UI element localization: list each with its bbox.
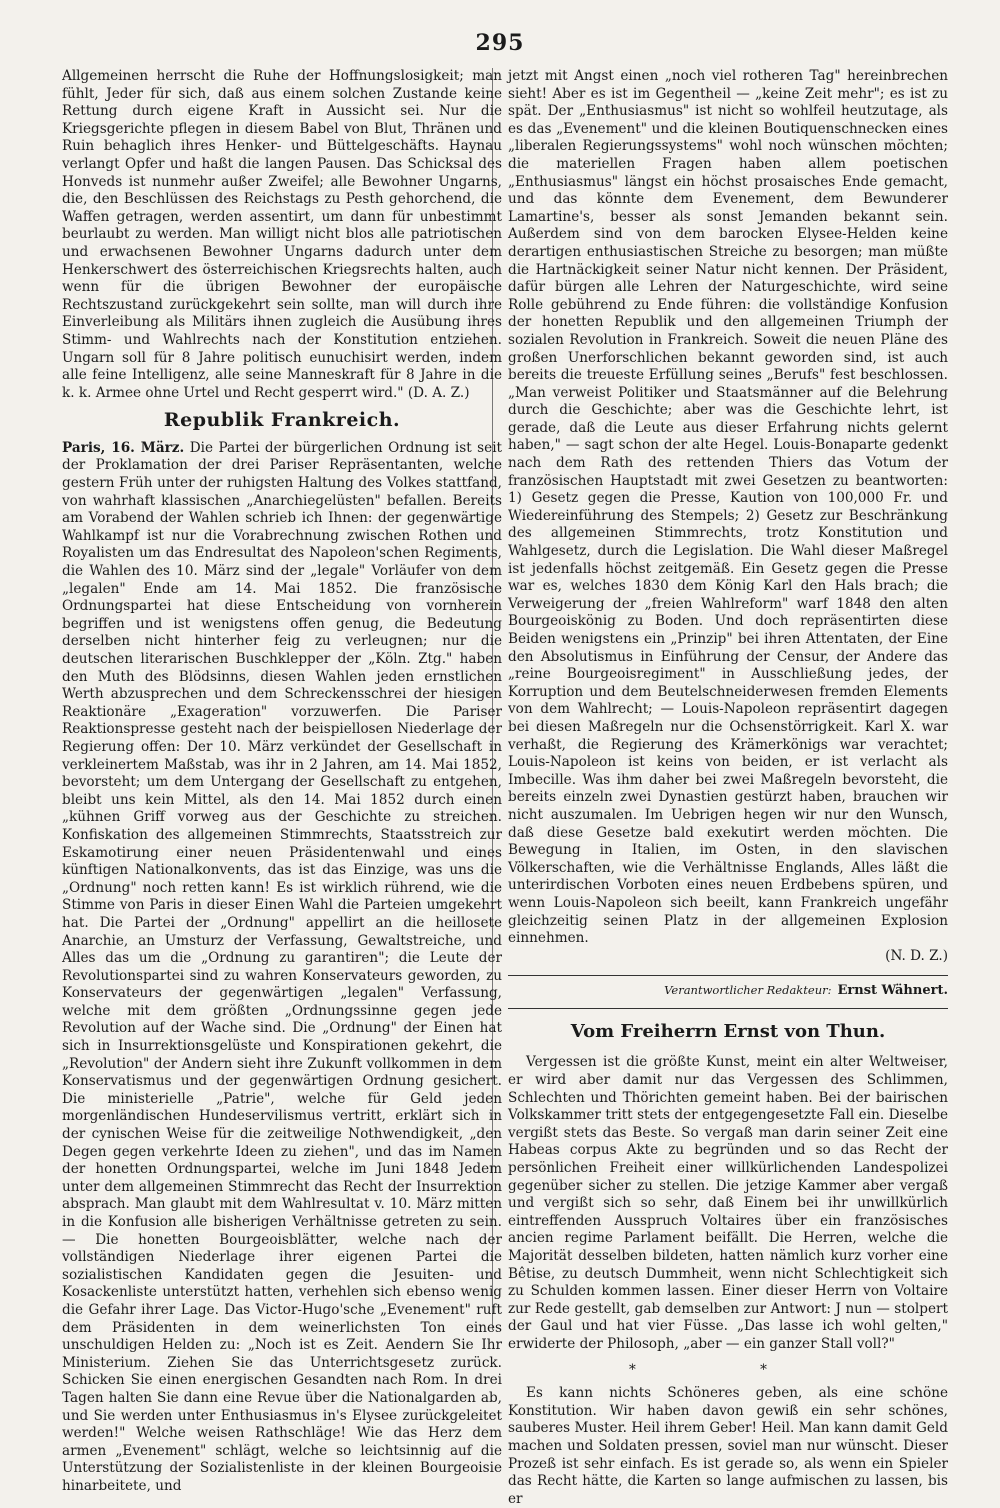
section-heading-republik-frankreich: Republik Frankreich. [163,409,401,432]
paris-report-text: Die Partei der bürgerlichen Ordnung ist seit der Proklamation der drei Pariser Repräsentanten, welche gestern Früh unter der ruhigsten Haltung des Volkes stattfand, von wahrhaft klassischen „Anarchiegelüsten" befallen. Bereits am Vorabend der Wahlen schrieb ich Ihnen: der gegenwärtige Wahlkampf ist nur die Vorabrechnung zwischen Rothen und Royalisten um das Endresultat des Napoleon'schen Regiments, die Wahlen des 10. März sind der „legale" Vorläufer von dem „legalen" Ende am 14. Mai 1852. Die französische Ordnungspartei hat diese Entscheidung von vornherein begriffen und ist wenigstens offen genug, die Bedeutung derselben nicht hinterher feig zu verleugnen; nur die deutschen literarischen Buschklepper der „Köln. Ztg." haben den Muth des Blödsinns, diesen Wahlen jeden ernstlichen Werth abzusprechen und dem Schreckensschrei der hiesigen Reaktionäre „Exageration" vorzuwerfen. Die Pariser Reaktionspresse gesteht nach der beispiellosen Niederlage der Regierung offen: Der 10. März verkündet der Gesellschaft in verkleinertem Maßstab, was ihr in 2 Jahren, am 14. Mai 1852, bevorsteht; um dem Untergang der Gesellschaft zu entgehen, bleibt uns kein Mittel, als den 14. Mai 1852 durch einen „kühnen Griff vorweg aus der Geschichte zu streichen. Konfiskation des allgemeinen Stimmrechts, Staatsstreich zur Eskamotirung einer neuen Präsidentenwahl und eines künftigen Nationalkonvents, das ist das Einzige, was uns die „Ordnung" noch retten kann! Es ist wirklich rührend, wie die Stimme von Paris in dieser Einen Wahl die Parteien umgekehrt hat. Die Partei der „Ordnung" appellirt an die heillosete Anarchie, an Umsturz der Verfassung, Gewaltstreiche, und Alles das um die „Ordnung zu garantiren"; die Leute der Revolutionspartei sind zu wahren Konservateurs geworden, zu Konservateurs der gegenwärtigen „legalen" Verfassung, welche mit dem größten „Ordnungssinne gegen jede Revolution auf der Wache sind. Die „Ordnung" der Einen hat sich in Insurrektionsgelüste und Konspirationen gekehrt, die „Revolution" der Andern sieht ihre Zukunft vollkommen in dem Konservatismus und der gegenwärtigen Ordnung gesichert. Die ministerielle „Patrie", welche für Geld jeden morgenländischen Hundeservilismus vertritt, erklärt sich in der cynischen Weise für die zeitweilige Nothwendigkeit, „den Degen gegen verkehrte Ideen zu ziehen", und das im Namen der honetten Ordnungspartei, welche im Juni 1848 Jedem unter dem allgemeinen Stimmrecht das Recht der Insurrektion absprach. Man glaubt mit dem Wahlresultat v. 10. März mitten in die Konfusion alle bisherigen Verhältnisse getreten zu sein. — Die honetten Bourgeoisblätter, welche nach der vollständigen Niederlage ihrer eigenen Partei die sozialistischen Kandidaten gegen die Jesuiten- und Kosackenliste unterstützt hatten, verhehlen sich ebenso wenig die Gefahr ihrer Lage. Das Victor-Hugo'sche „Evenement" ruft dem Präsidenten in dem weinerlichsten Ton eines unschuldigen Helden zu: „Noch ist es Zeit. Aendern Sie Ihr Ministerium. Ziehen Sie das Unterrichtsgesetz zurück. Schicken Sie einen energischen Gesandten nach Rom. In drei Tagen halten Sie dann eine Revue über die Nationalgarden ab, und Sie werden unter Enthusiasmus in's Elysee zurückgeleitet werden!" Welche weisen Rathschläge! Wie das Herz dem armen „Evenement" schlägt, welche so leichtsinnig auf die Unterstützung der Sozialistenliste in der kleinen Bourgeoisie hinarbeitete, und [62,439,502,1494]
editor-name: Ernst Wähnert. [837,983,948,999]
ungarn-report-paragraph: Allgemeinen herrscht die Ruhe der Hoffnungslosigkeit; man fühlt, Jeder für sich, daß aus einem solchen Zustande keine Rettung durch eigene Kraft in Aussicht sei. Nur die Kriegsgerichte pflegen in diesem Babel von Blut, Thränen und Ruin behaglich ihres Henker- und Büttelgeschäfts. Haynau verlangt Opfer und haßt die langen Pausen. Das Schicksal des Honveds ist nunmehr außer Zweifel; alle Bewohner Ungarns, die, den Beschlüssen des Reichstags zu Pesth gehorchend, die Waffen getragen, werden assentirt, um dann für unbestimmt beurlaubt zu werden. Man willigt nicht blos alle patriotischen und erwachsenen Bewohner Ungarns dadurch unter dem Henkerschwert des österreichischen Kriegsrechts halten, auch wenn für die übrigen Bewohner der europäische Rechtszustand zurückgekehrt sein sollte, man will durch ihre Einverleibung als Militärs ihnen zugleich die Ausübung ihres Stimm- und Wahlrechts nach der Konstitution entziehen. Ungarn soll für 8 Jahre politisch eunuchisirt werden, indem alle feine Intelligenz, alle seine Manneskraft für 8 Jahre in die k. k. Armee ohne Urtel und Recht gesperrt wird." (D. A. Z.) [62,68,502,401]
page-number: 295 [475,30,525,56]
paris-report-signature: (N. D. Z.) [885,947,948,964]
paris-dateline: Paris, 16. März. [62,439,185,456]
right-column [508,68,948,1508]
feuilleton-paragraph: Vergessen ist die größte Kunst, meint ein alter Weltweiser, er wird aber damit nur das Vergessen des Schlimmen, Schlechten und Thörichten gemeint haben. Bei der bairischen Volkskammer tritt stets der entgegengesetzte Fall ein. Dieselbe vergißt stets das Beste. So vergaß man darin seiner Zeit eine Habeas corpus Akte zu begründen und so das Recht der persönlichen Freiheit einer willkürlichenden Landespolizei gegenüber sicher zu stellen. Die jetzige Kammer aber vergaß und vergißt sich so sehr, daß Einem bei ihr unwillkürlich eintreffenden Ausspruch Voltaires über ein französisches ancien regime Parlament beifällt. Die Herren, welche die Majorität desselben bildeten, hatten nämlich kurz vorher eine Bêtise, zu deutsch Dummheit, wenn nicht Schlechtigkeit sich zu Schulden kommen lassen. Einer dieser Herrn von Voltaire zur Rede gestellt, gab demselben zur Antwort: J nun — stolpert der Gaul und hat vier Füsse. „Das lasse ich wohl gelten," erwiderte der Philosoph, „aber — ein ganzer Stall voll?" [508,1054,948,1352]
editor-line [508,975,948,1009]
star-divider: * * [629,1361,827,1378]
editor-label: Verantwortlicher Redakteur: [664,983,832,998]
closing-paragraph: Es kann nichts Schöneres geben, als eine schöne Konstitution. Wir haben davon gewiß ein sehr schönes, sauberes Muster. Heil ihrem Geber! Heil. Man kann damit Geld machen und Soldaten pressen, soviel man nur wünscht. Dieser Prozeß ist sehr einfach. Es ist gerade so, als wenn ein Spieler das Recht hätte, die Karten so lange aufmischen zu lassen, bis er [508,1385,948,1507]
paris-report-continued: jetzt mit Angst einen „noch viel rotheren Tag" hereinbrechen sieht! Aber es ist im Gegentheil — „keine Zeit mehr"; es ist zu spät. Der „Enthusiasmus" ist nicht so wohlfeil heutzutage, als es das „Evenement" und die kleinen Boutiquenschnecken eines „liberalen Regierungssystems" wohl noch wünschen möchten; die materiellen Fragen haben allem poetischen „Enthusiasmus" längst ein höchst prosaisches Ende gemacht, und das könnte dem Evenement, dem Bewunderer Lamartine's, besser als sonst Jemanden bekannt sein. Außerdem sind von dem barocken Elysee-Helden keine derartigen enthusiastischen Streiche zu besorgen; man müßte die Hartnäckigkeit seiner Natur nicht kennen. Der Präsident, dafür bürgen alle Lehren der Naturgeschichte, wird seine Rolle gebührend zu Ende führen: die vollständige Konfusion der honetten Republik und den allgemeinen Triumph der sozialen Revolution in Frankreich. Soweit die neuen Pläne des großen Unerforschlichen bekannt geworden sind, ist auch bereits die treueste Erfüllung seines „Berufs" fest beschlossen. „Man verweist Politiker und Staatsmänner auf die Belehrung durch die Geschichte; aber was die Geschichte lehrt, ist gerade, daß die Leute aus dieser Erfahrung nichts gelernt haben," — sagt schon der alte Hegel. Louis-Bonaparte gedenkt nach dem Rath des rettenden Thiers das Votum der französischen Hauptstadt mit zwei Gesetzen zu beantworten: 1) Gesetz gegen die Presse, Kaution von 100,000 Fr. und Wiedereinführung des Stempels; 2) Gesetz zur Beschränkung des allgemeinen Stimmrechts, trotz Konstitution und Wahlgesetz, durch die Legislation. Die Wahl dieser Maßregel ist jedenfalls höchst zeitgemäß. Ein Gesetz gegen die Presse war es, welches 1830 dem König Karl den Hals brach; die Verweigerung der „freien Wahlreform" warf 1848 den alten Bourgeoiskönig zu Boden. Und doch repräsentirten diese Beiden wenigstens ein „Prinzip" bei ihren Attentaten, der Eine den Absolutismus in Einführung der Censur, der Andere das „reine Bourgeoisregiment" in Ausschließung jedes, der Korruption und dem Beutelschneiderwesen fremden Elements von dem Wahlrecht; — Louis-Napoleon repräsentirt dagegen bei diesen Maßregeln nur die Ochsenstörrigkeit. Karl X. war verhaßt, die Regierung des Krämerkönigs war verachtet; Louis-Napoleon ist keins von beiden, er ist verlacht als Imbecille. Was ihm daher bei zwei Maßregeln bevorsteht, die bereits einzeln zwei Dynastien gestürzt haben, brauchen wir nicht auszumalen. Im Uebrigen hegen wir nur den Wunsch, daß diese Gesetze bald exekutirt werden möchten. Die Bewegung in Italien, im Osten, in den slavischen Völkerschaften, wie die Verhältnisse Englands, Alles läßt die unterirdischen Vorboten eines neuen Erdbebens spüren, und wenn Louis-Napoleon sich beeilt, kann Frankreich ungefähr gleichzeitig seinen Platz in der allgemeinen Explosion einnehmen. [508,68,948,947]
feuilleton-heading: Vom Freiherrn Ernst von Thun. [570,1020,886,1042]
left-column [62,68,502,1496]
paris-report-paragraph [62,440,502,1496]
